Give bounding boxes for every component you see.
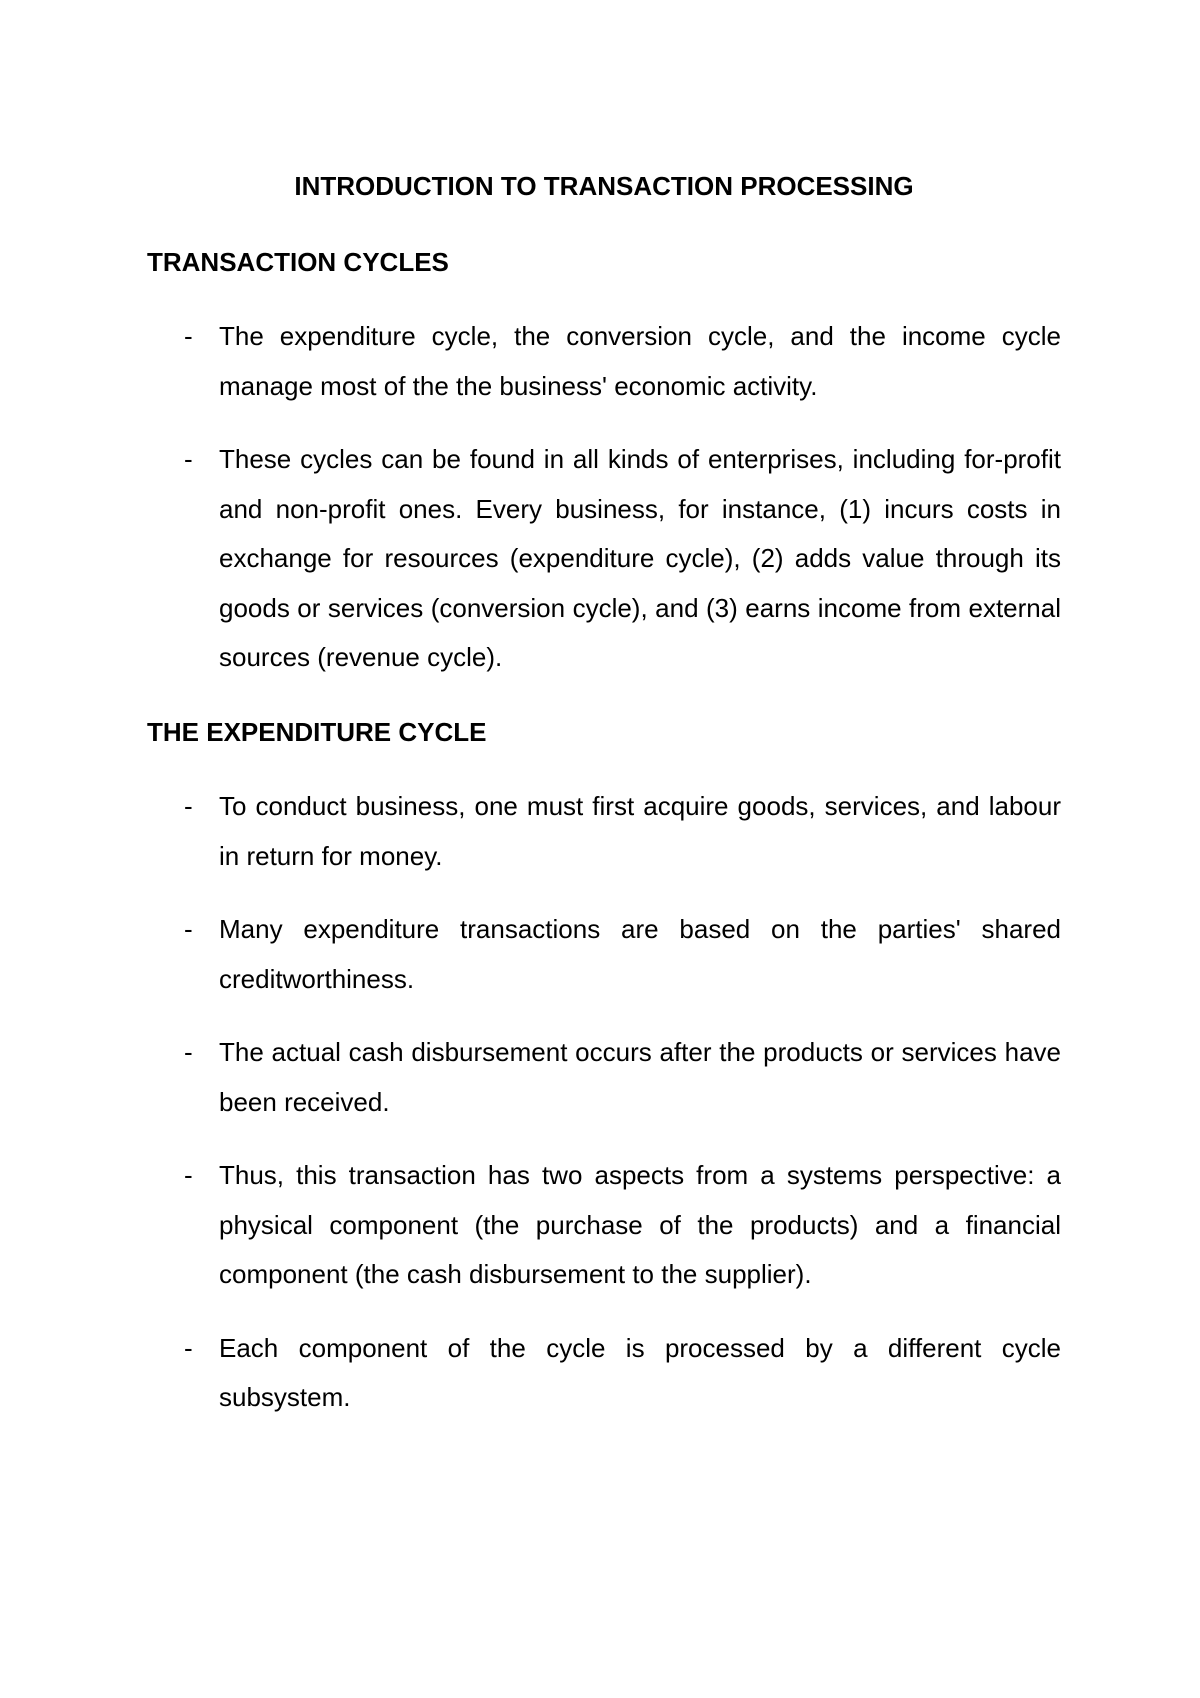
- bullet-dash-icon: -: [184, 914, 193, 944]
- section-heading-expenditure-cycle: THE EXPENDITURE CYCLE: [147, 717, 487, 747]
- list-item: [0, 782, 1200, 881]
- list-item: [0, 1151, 1200, 1300]
- bullet-dash-icon: -: [184, 791, 193, 821]
- bullet-dash-icon: -: [184, 1332, 193, 1363]
- list-item-text: The actual cash disbursement occurs after the products or services have been received.: [219, 1037, 1061, 1117]
- list-item-text: These cycles can be found in all kinds of enterprises, including for-profit and non-profit ones. Every business, for instance, (1) incurs costs in exchange for resources (expenditure cycle), (2) adds value through its goods or services (conversion cycle), and (3) earns income from external sources (revenue cycle).: [219, 444, 1061, 672]
- bullet-dash-icon: -: [184, 1037, 193, 1067]
- list-item-text: The expenditure cycle, the conversion cycle, and the income cycle manage most of the the business' economic activity.: [219, 321, 1061, 401]
- transaction-cycles-list: [0, 312, 1200, 707]
- list-item-text: Many expenditure transactions are based on the parties' shared creditworthiness.: [219, 914, 1061, 994]
- list-item: [0, 312, 1200, 411]
- bullet-dash-icon: -: [184, 321, 193, 351]
- list-item-text: Thus, this transaction has two aspects from a systems perspective: a physical component (the purchase of the products) and a financial component (the cash disbursement to the supplier).: [219, 1160, 1061, 1289]
- document-title: INTRODUCTION TO TRANSACTION PROCESSING: [294, 171, 914, 201]
- list-item: [0, 435, 1200, 683]
- list-item: [0, 1028, 1200, 1127]
- list-item-text: To conduct business, one must first acquire goods, services, and labour in return for money.: [219, 791, 1061, 871]
- list-item-text: Each component of the cycle is processed by a different cycle subsystem.: [219, 1332, 1061, 1412]
- expenditure-cycle-list: [0, 782, 1200, 1447]
- bullet-dash-icon: -: [184, 1160, 193, 1190]
- list-item: [0, 905, 1200, 1004]
- list-item: [0, 1324, 1200, 1423]
- bullet-dash-icon: -: [184, 444, 193, 474]
- section-heading-transaction-cycles: TRANSACTION CYCLES: [147, 247, 449, 277]
